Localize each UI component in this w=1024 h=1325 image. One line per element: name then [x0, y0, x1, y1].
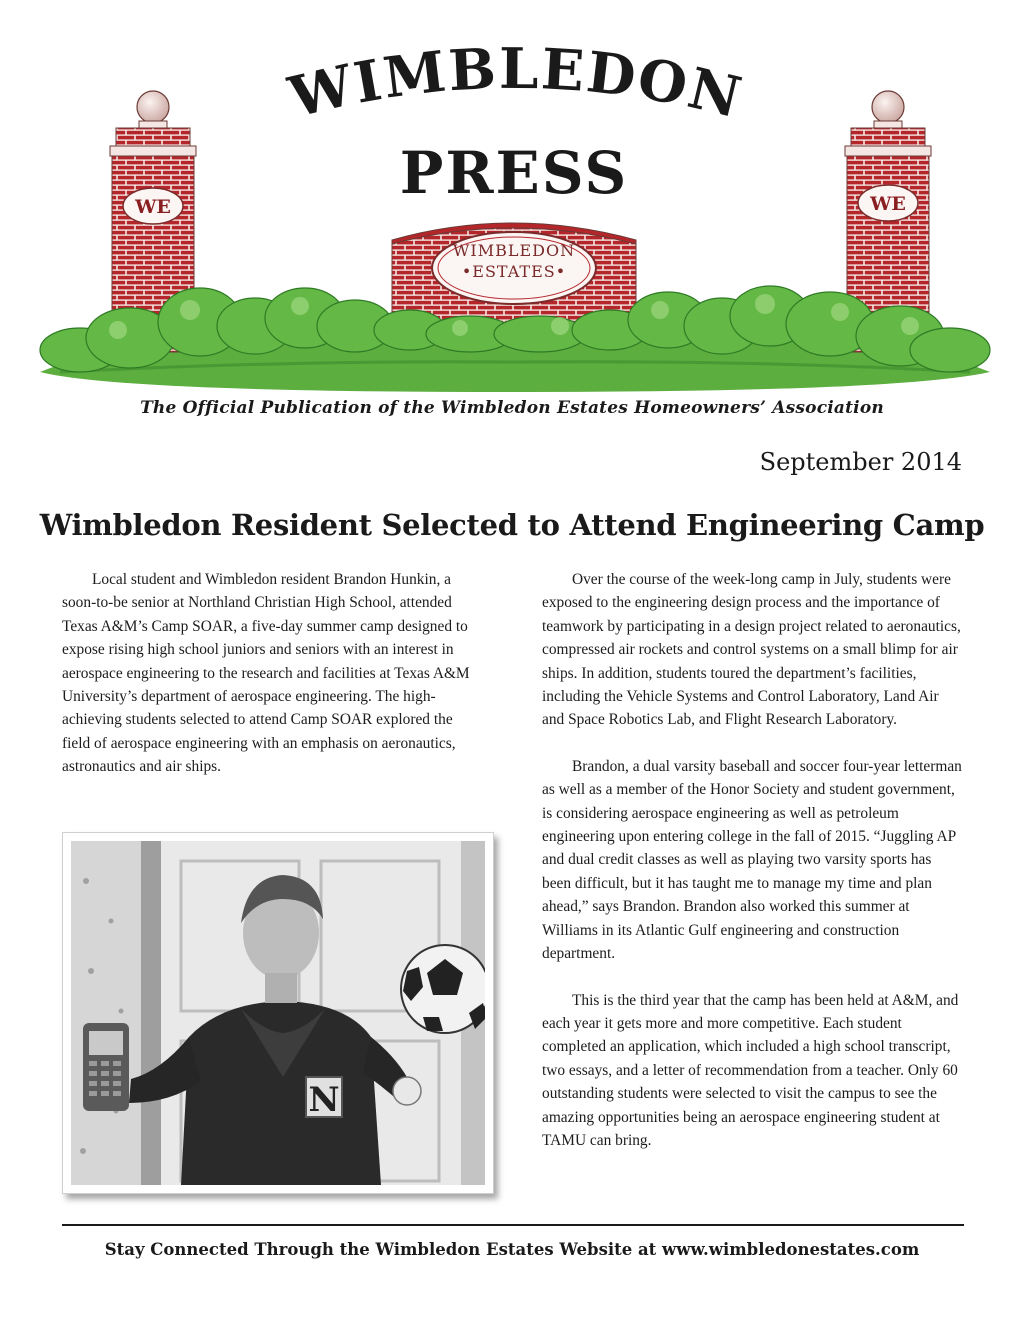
tagline: The Official Publication of the Wimbledon Estates Homeowners’ Association: [140, 398, 884, 418]
article-column-right: [542, 568, 962, 1175]
issue-date: September 2014: [759, 448, 962, 476]
masthead-title-line1: WIMBLEDON: [283, 35, 749, 132]
article-paragraph: Local student and Wimbledon resident Brandon Hunkin, a soon-to-be senior at Northland Christian High School, attended Texas A&M’s Camp SOAR, a five-day summer camp designed to expose rising high school juniors and seniors with an interest in aerospace engineering to the research and facilities at Texas A&M University’s department of aerospace engineering. The high-achieving students selected to attend Camp SOAR explored the field of aerospace engineering with an emphasis on aeronautics, astronautics and air ships.: [62, 571, 470, 776]
left-pillar-monogram: WE: [135, 196, 171, 218]
footer-website-note: Stay Connected Through the Wimbledon Estates Website at www.wimbledonestates.com: [104, 1240, 920, 1259]
right-pillar-monogram: WE: [870, 193, 906, 215]
jacket-letter: N: [308, 1080, 340, 1120]
article-column-left: [62, 568, 480, 802]
masthead: [0, 0, 1024, 440]
article-paragraph: Over the course of the week-long camp in July, students were exposed to the engineering design process and the importance of teamwork by participating in a design project related to aeronautics, compressed air rockets and control systems on a small blimp for air ships. In addition, students toured the department’s facilities, including the Vehicle Systems and Control Laboratory, Land Air and Space Robotics Lab, and Flight Research Laboratory.: [542, 571, 961, 729]
student-photo-image: [71, 841, 485, 1185]
article-paragraph: Brandon, a dual varsity baseball and soccer four-year letterman as well as a member of the Honor Society and student government, is considering aerospace engineering as well as petroleum engineering upon entering college in the fall of 2015. “Juggling AP and dual credit classes as well as playing two varsity sports has been difficult, but it has taught me to manage my time and plan ahead,” says Brandon. Brandon also worked this summer at Williams in its Atlantic Gulf engineering and construction department.: [542, 757, 962, 963]
masthead-illustration: [0, 0, 1024, 400]
student-photo: [62, 832, 494, 1194]
sign-line2: •ESTATES•: [461, 262, 567, 281]
footer-divider: [62, 1224, 964, 1226]
sign-line1: WIMBLEDON: [452, 241, 576, 260]
article-headline: Wimbledon Resident Selected to Attend Engineering Camp: [39, 508, 985, 542]
masthead-title-line2: PRESS: [399, 139, 629, 207]
article-paragraph: This is the third year that the camp has been held at A&M, and each year it gets more and more competitive. Each student completed an application, which included a high school transcript, two essays, and a letter of recommendation from a teacher. Only 60 outstanding students were selected to visit the campus to see the amazing opportunities being an aerospace engineering student at TAMU can bring.: [542, 991, 959, 1149]
